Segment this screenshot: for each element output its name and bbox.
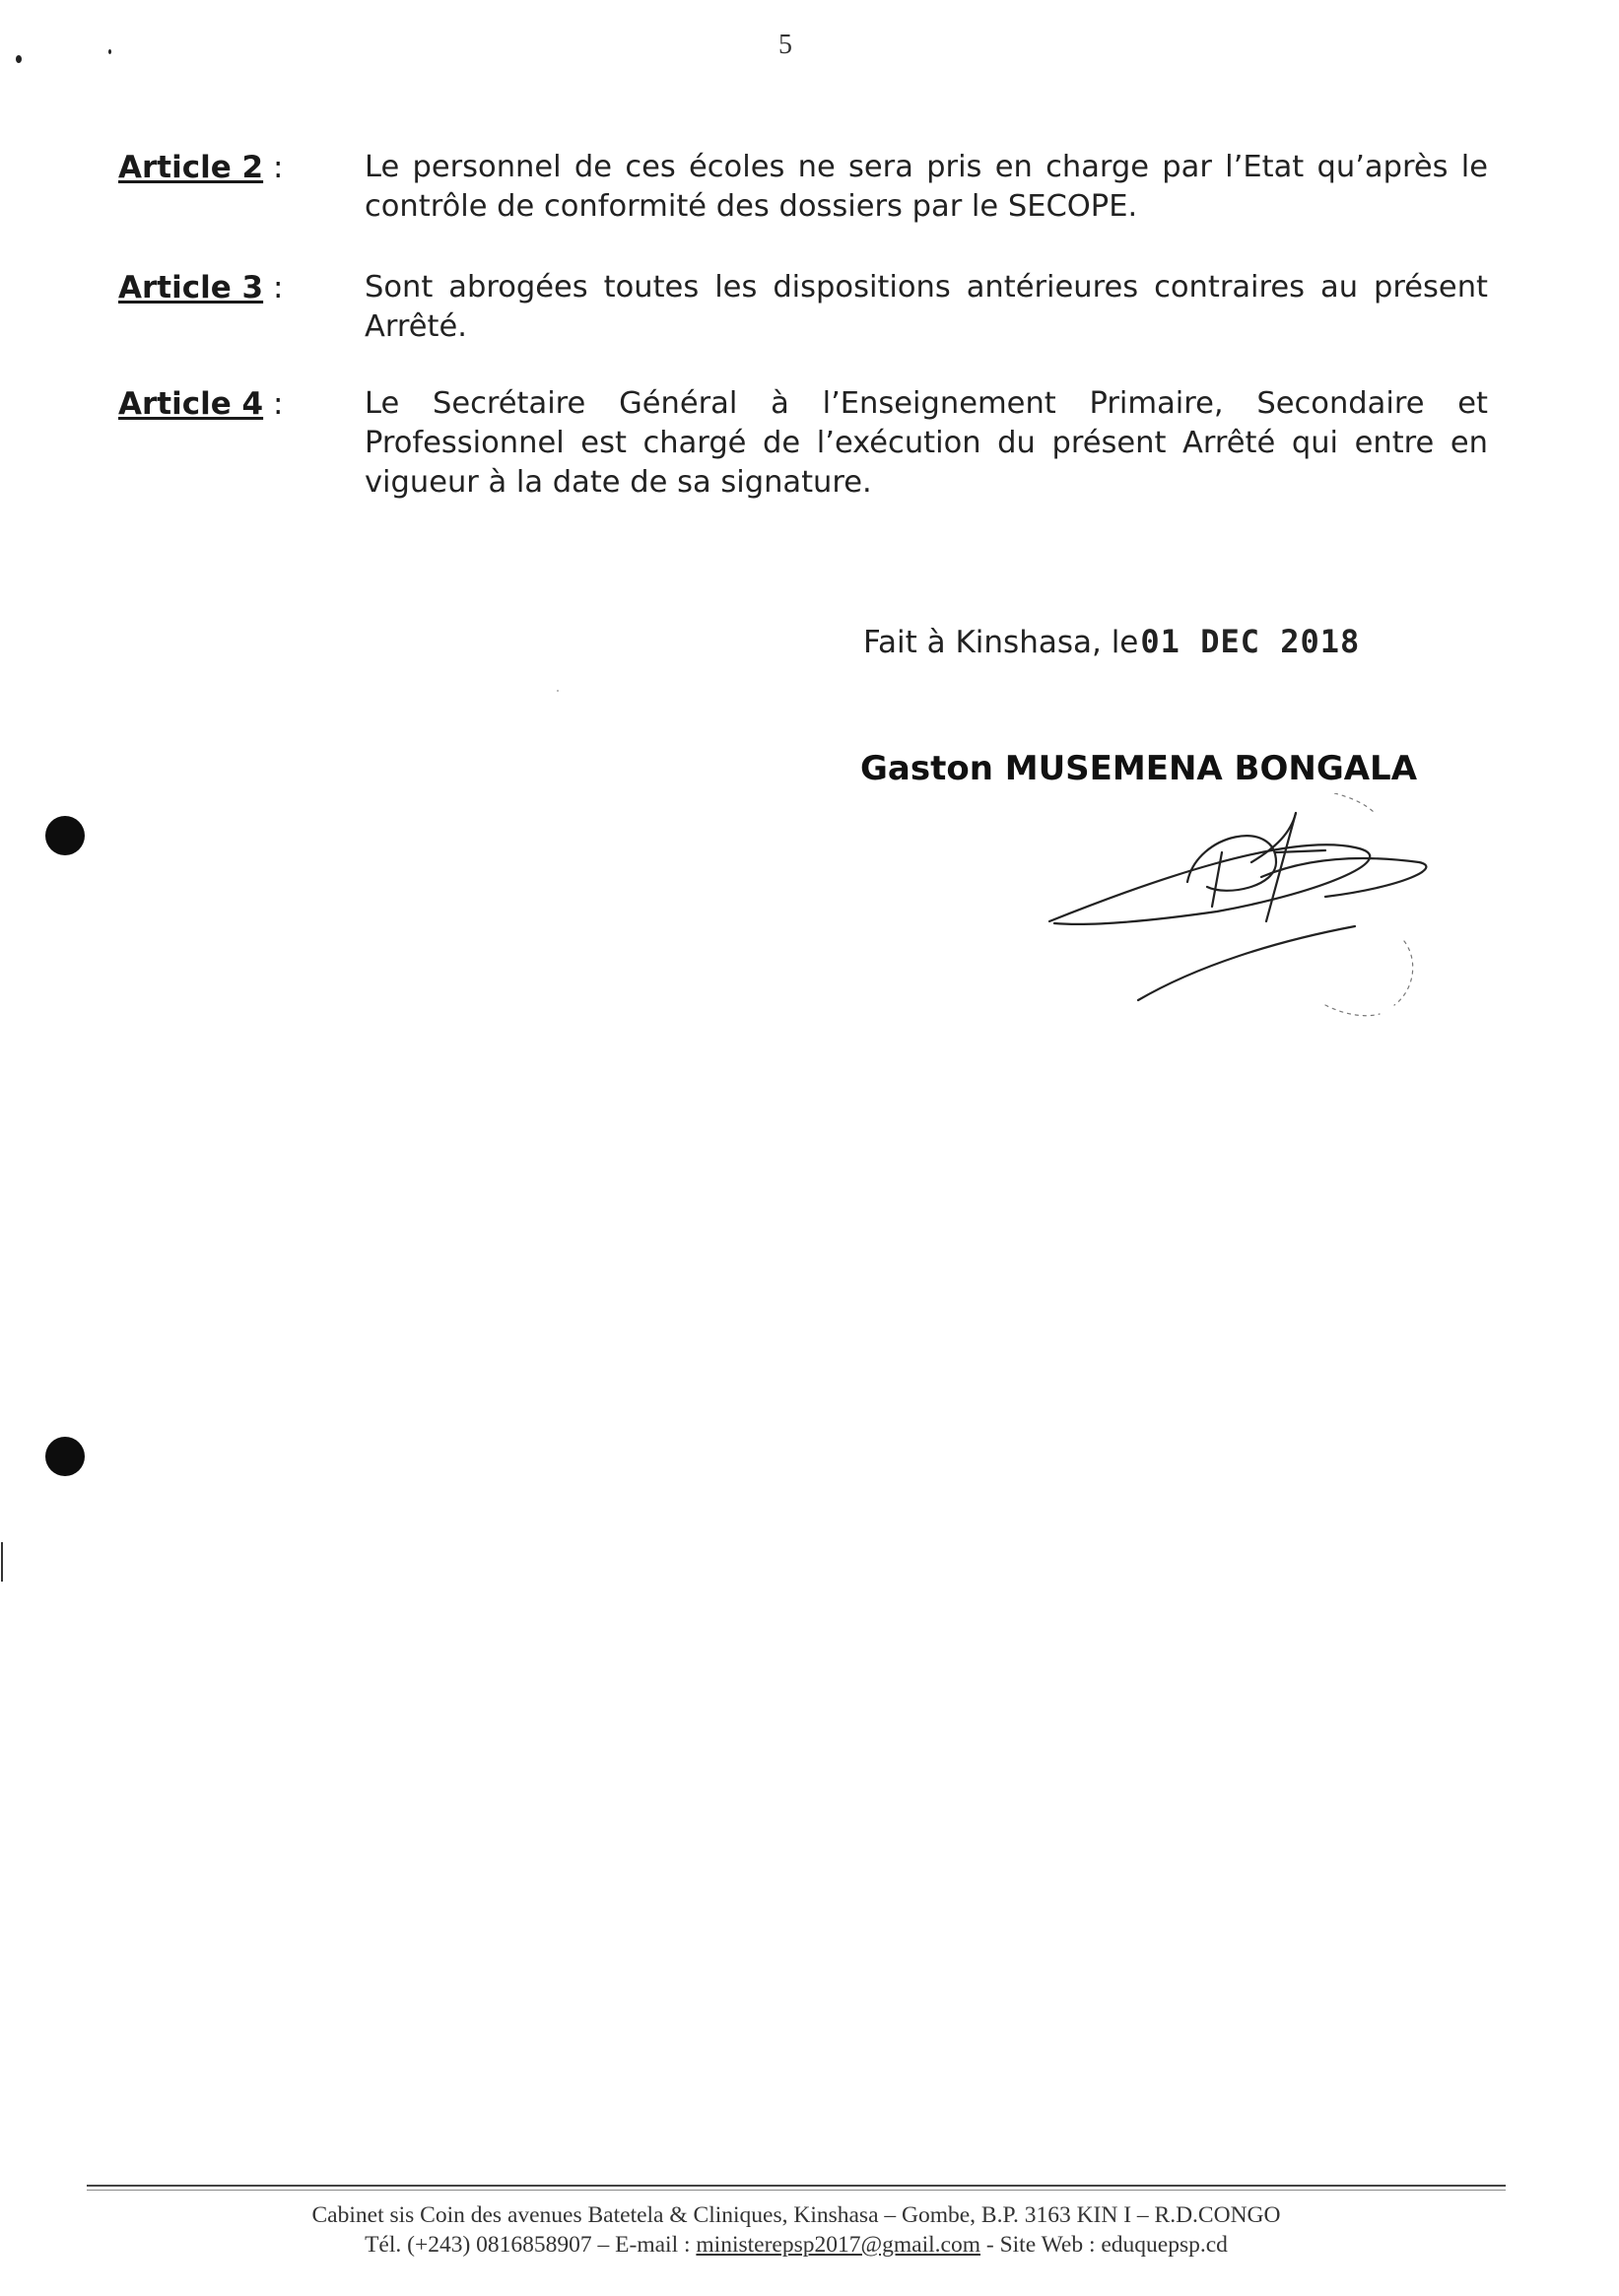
article-number: Article 2 — [118, 150, 264, 185]
punch-hole — [45, 1437, 85, 1476]
scan-edge-mark — [1, 1542, 3, 1582]
article-4 — [118, 384, 1498, 503]
footer-divider — [87, 2185, 1506, 2187]
footer-contact — [87, 2230, 1506, 2260]
article-3 — [118, 268, 1498, 347]
footer-divider — [87, 2190, 1506, 2191]
scan-speck — [557, 690, 559, 692]
footer-website: - Site Web : eduquepsp.cd — [980, 2232, 1228, 2258]
article-label — [118, 384, 365, 503]
footer-address: Cabinet sis Coin des avenues Batetela & Cliniques, Kinshasa – Gombe, B.P. 3163 KIN I – R.D.CONGO — [311, 2202, 1281, 2228]
article-label — [118, 268, 365, 347]
footer-phone: Tél. (+243) 0816858907 – E-mail : — [365, 2232, 697, 2258]
footer-email-link[interactable]: ministerepsp2017@gmail.com — [696, 2232, 980, 2258]
article-text: Le personnel de ces écoles ne sera pris en charge par l’Etat qu’après le contrôle de conformité des dossiers par le SECOPE. — [365, 150, 1488, 224]
article-separator: : — [263, 270, 284, 305]
article-text: Sont abrogées toutes les dispositions antérieures contraires au présent Arrêté. — [365, 270, 1488, 344]
article-separator: : — [263, 386, 284, 422]
article-label — [118, 148, 365, 227]
place-prefix: Fait à Kinshasa, le — [863, 625, 1139, 660]
page-number: 5 — [778, 30, 792, 60]
article-number: Article 4 — [118, 386, 264, 422]
handwritten-signature — [1030, 793, 1483, 1030]
article-2 — [118, 148, 1498, 227]
place-and-date — [863, 623, 1360, 660]
scan-speck — [16, 55, 22, 63]
article-text: Le Secrétaire Général à l’Enseignement Primaire, Secondaire et Professionnel est chargé de l’exécution du présent Arrêté qui entre en vigueur à la date de sa signature. — [365, 386, 1488, 500]
date-stamp: 01 DEC 2018 — [1140, 623, 1361, 660]
page-footer — [87, 2185, 1506, 2260]
scan-speck — [108, 49, 111, 54]
punch-hole — [45, 816, 85, 855]
article-number: Article 3 — [118, 270, 264, 305]
signatory-name: Gaston MUSEMENA BONGALA — [860, 749, 1418, 788]
article-separator: : — [263, 150, 284, 185]
